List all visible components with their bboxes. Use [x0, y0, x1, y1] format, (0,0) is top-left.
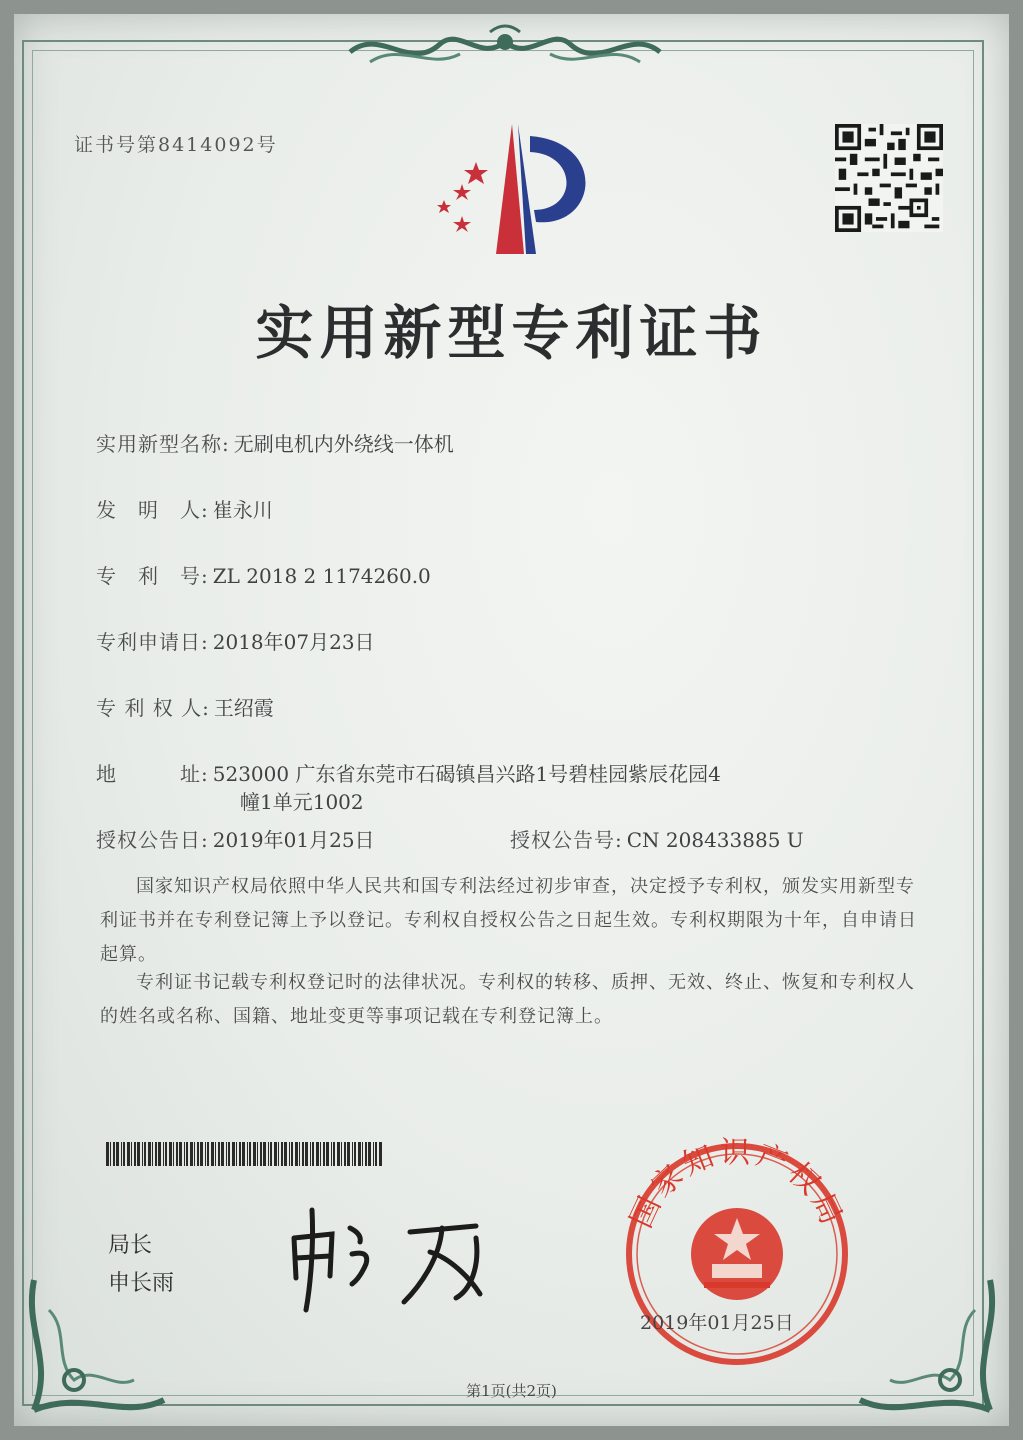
grant-number-label: 授权公告号: [510, 828, 623, 852]
grant-date [96, 824, 375, 853]
utility-model-name [96, 428, 454, 457]
address-line1: 523000 广东省东莞市石碣镇昌兴路1号碧桂园紫辰花园4 [212, 762, 721, 786]
patentee [96, 692, 274, 721]
barcode-icon [106, 1142, 382, 1166]
address-line2: 幢1单元1002 [240, 790, 364, 814]
address-label: 地 址: [96, 762, 209, 786]
patentee-value: 王绍霞 [213, 696, 274, 720]
utility-model-name-value: 无刷电机内外绕线一体机 [233, 432, 454, 456]
director-title: 局长 [108, 1233, 153, 1258]
page-footer: 第1页(共2页) [466, 1382, 557, 1400]
grant-date-label: 授权公告日: [96, 828, 209, 852]
inventor-value: 崔永川 [212, 498, 273, 522]
certificate-title: 实用新型专利证书 [255, 299, 768, 367]
filing-date-label: 专利申请日: [96, 630, 209, 654]
inventor [96, 494, 273, 523]
top-ornament [340, 22, 670, 78]
patent-number-value: ZL 2018 2 1174260.0 [212, 564, 431, 588]
seal-date: 2019年01月25日 [640, 1312, 794, 1334]
director-signature [280, 1198, 520, 1318]
seal-text: 国家知识产权局 [623, 1136, 851, 1234]
utility-model-name-label: 实用新型名称: [96, 432, 230, 456]
statement-paragraph-1: 国家知识产权局依照中华人民共和国专利法经过初步审查，决定授予专利权，颁发实用新型专利证书并在专利登记簿上予以登记。专利权自授权公告之日起生效。专利权期限为十年，自申请日起算。 [100, 876, 917, 965]
inventor-label: 发 明 人: [96, 498, 209, 522]
filing-date [96, 626, 375, 655]
director-name: 申长雨 [108, 1271, 175, 1296]
patentee-label: 专 利 权 人: [96, 696, 210, 720]
cnipa-logo [418, 118, 596, 258]
certificate-number: 证书号第8414092号 [74, 134, 278, 156]
qr-code-icon [834, 124, 944, 232]
grant-date-value: 2019年01月25日 [212, 828, 375, 852]
grant-number-value: CN 208433885 U [626, 828, 804, 852]
patent-number [96, 560, 431, 589]
grant-number [510, 824, 804, 853]
filing-date-value: 2018年07月23日 [212, 630, 375, 654]
address [96, 758, 721, 787]
statement-paragraph-2: 专利证书记载专利权登记时的法律状况。专利权的转移、质押、无效、终止、恢复和专利权人的姓名或名称、国籍、地址变更等事项记载在专利登记簿上。 [100, 972, 915, 1027]
patent-number-label: 专 利 号: [96, 564, 209, 588]
